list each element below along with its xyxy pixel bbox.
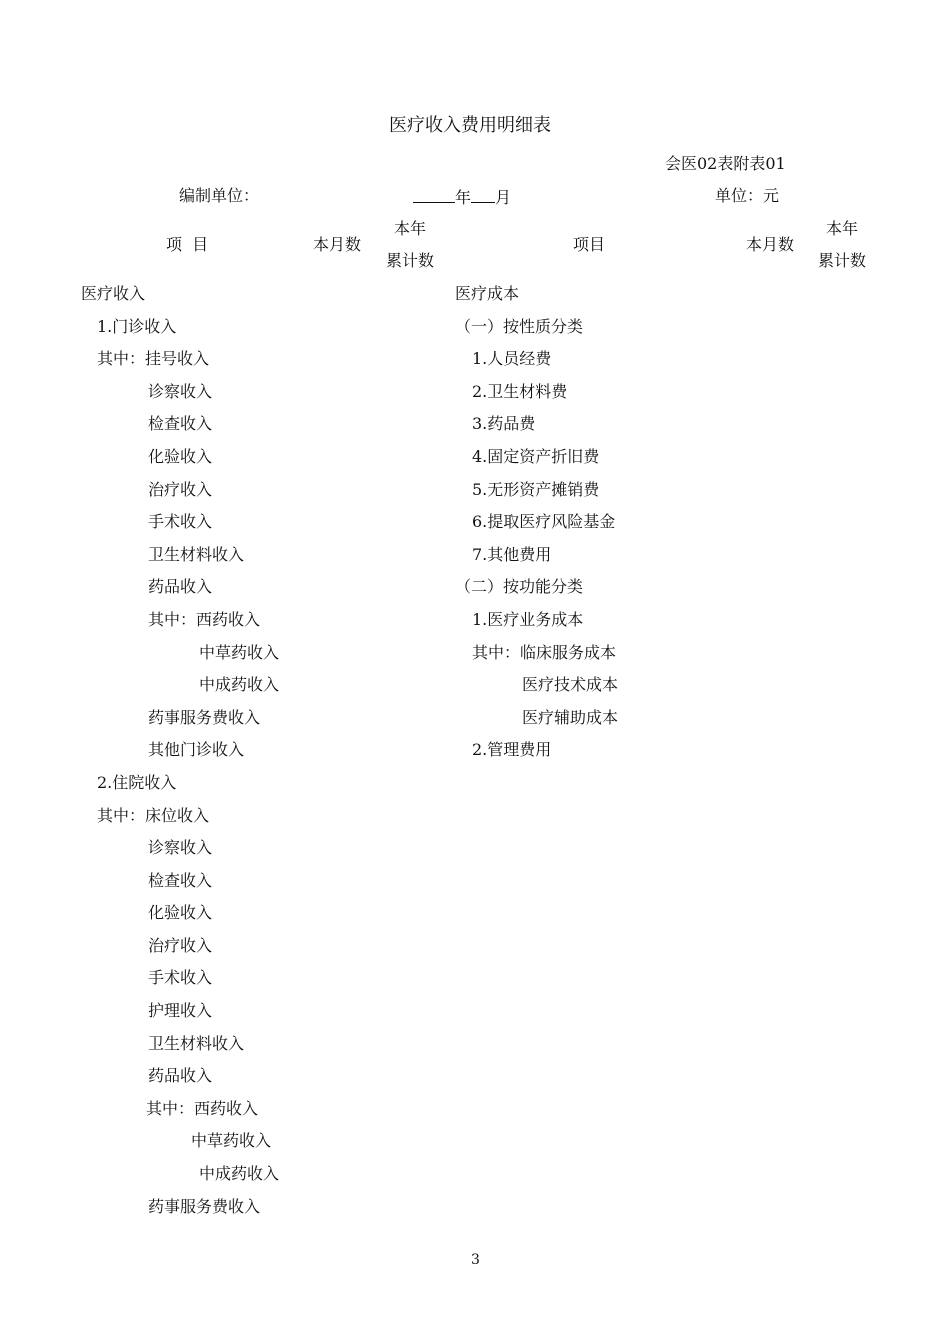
left-ytd-header-line1: 本年 [394,219,427,238]
list-item: 2.管理费用 [472,740,552,759]
report-date [413,186,511,208]
list-item: 医疗成本 [455,284,520,303]
list-item: 医疗技术成本 [522,675,619,694]
list-item: 其他门诊收入 [148,740,245,759]
list-item: 2.住院收入 [97,773,177,792]
list-item: 治疗收入 [148,480,213,499]
list-item: 手术收入 [148,968,213,987]
list-item: 其中：西药收入 [148,610,261,629]
page-title: 医疗收入费用明细表 [389,115,551,136]
list-item: 药品收入 [148,577,213,596]
page-number: 3 [471,1252,480,1268]
list-item: 4.固定资产折旧费 [472,447,600,466]
list-item: 中成药收入 [199,675,280,694]
list-item: 检查收入 [148,414,213,433]
right-ytd-header-line2: 累计数 [818,251,867,270]
list-item: 卫生材料收入 [148,1034,245,1053]
list-item: 化验收入 [148,447,213,466]
right-month-header: 本月数 [746,235,795,254]
list-item: 2.卫生材料费 [472,382,568,401]
list-item: 诊察收入 [148,838,213,857]
list-item: 诊察收入 [148,382,213,401]
list-item: 化验收入 [148,903,213,922]
list-item: 治疗收入 [148,936,213,955]
right-item-header: 项目 [573,235,606,254]
list-item: 药事服务费收入 [148,1197,261,1216]
list-item: 1.医疗业务成本 [472,610,584,629]
compiler-label: 编制单位： [179,186,260,205]
list-item: （二）按功能分类 [455,577,584,596]
list-item: 药事服务费收入 [148,708,261,727]
list-item: 中草药收入 [199,643,280,662]
list-item: 护理收入 [148,1001,213,1020]
left-ytd-header-line2: 累计数 [386,251,435,270]
list-item: 药品收入 [148,1066,213,1085]
list-item: （一）按性质分类 [455,317,584,336]
list-item: 检查收入 [148,871,213,890]
list-item: 其中：临床服务成本 [472,643,617,662]
left-month-header: 本月数 [313,235,362,254]
year-blank [413,186,455,203]
list-item: 5.无形资产摊销费 [472,480,600,499]
list-item: 医疗辅助成本 [522,708,619,727]
month-label: 月 [495,188,512,207]
list-item: 3.药品费 [472,414,536,433]
list-item: 中成药收入 [199,1164,280,1183]
list-item: 其中：床位收入 [97,806,210,825]
list-item: 手术收入 [148,512,213,531]
form-code: 会医02表附表01 [665,154,786,173]
list-item: 医疗收入 [81,284,146,303]
list-item: 1.门诊收入 [97,317,177,336]
list-item: 其中：挂号收入 [97,349,210,368]
list-item: 卫生材料收入 [148,545,245,564]
right-ytd-header-line1: 本年 [826,219,859,238]
list-item: 7.其他费用 [472,545,552,564]
list-item: 中草药收入 [191,1131,272,1150]
left-item-header: 项 目 [166,235,209,254]
month-blank [471,186,495,203]
list-item: 其中：西药收入 [146,1099,259,1118]
year-label: 年 [455,188,472,207]
list-item: 6.提取医疗风险基金 [472,512,616,531]
list-item: 1.人员经费 [472,349,552,368]
unit-label: 单位：元 [715,186,780,205]
